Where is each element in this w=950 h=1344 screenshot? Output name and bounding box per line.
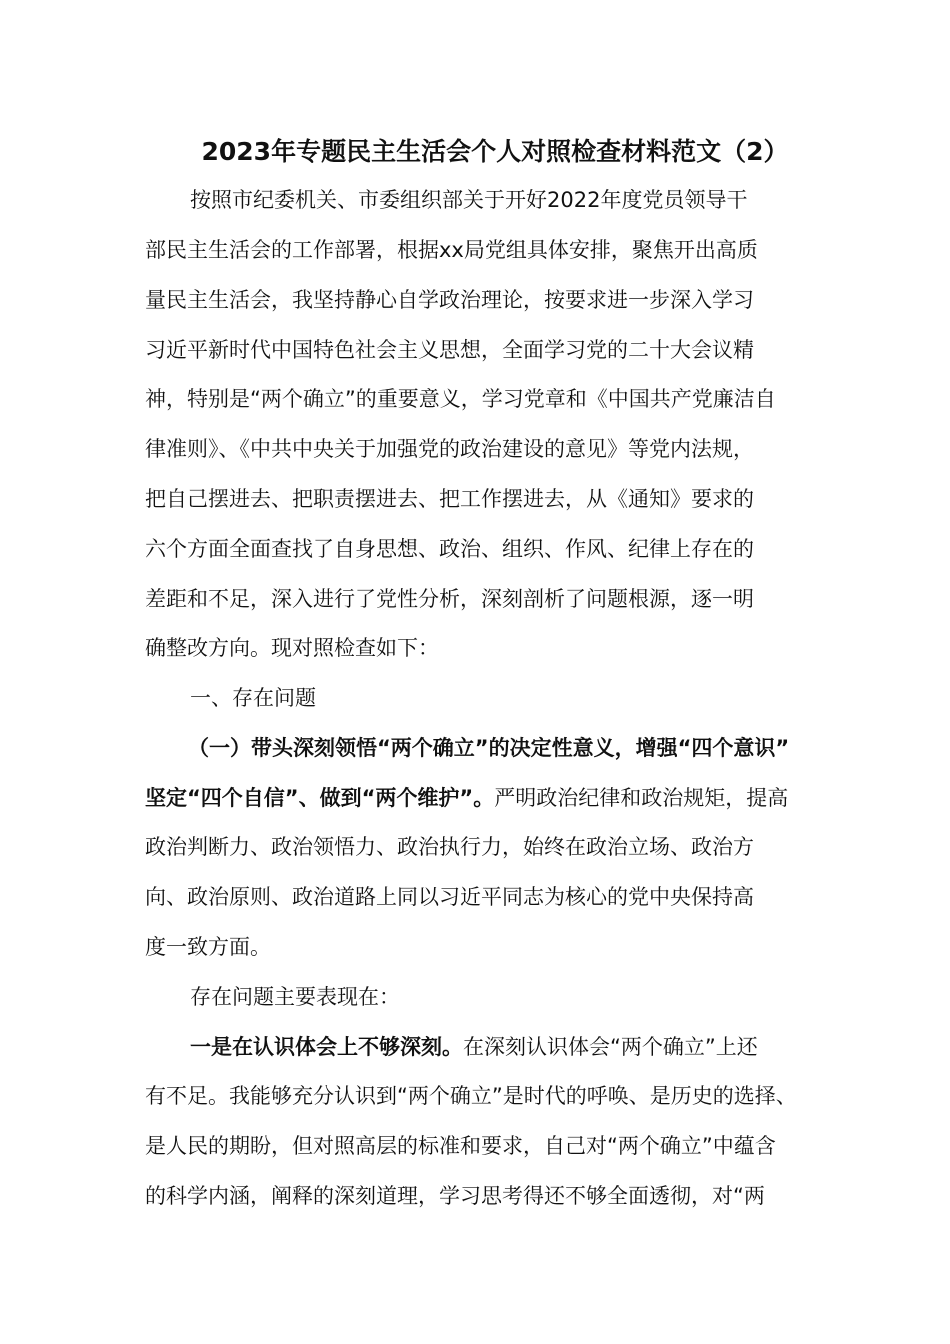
paragraph-line: 确整改方向。现对照检查如下： (145, 636, 439, 660)
paragraph-line: 神，特别是“两个确立”的重要意义，学习党章和《中国共产党廉洁自 (145, 387, 776, 411)
point-heading: 一是在认识体会上不够深刻。 (190, 1035, 463, 1059)
paragraph-line: 部民主生活会的工作部署，根据xx局党组具体安排，聚焦开出高质 (145, 238, 758, 262)
paragraph-line (145, 783, 788, 813)
subsection-heading-end: 坚定“四个自信”、做到“两个维护”。 (145, 786, 495, 810)
document-title: 2023年专题民主生活会个人对照检查材料范文（2） (201, 137, 789, 166)
paragraph-line: 是人民的期盼，但对照高层的标准和要求，自己对“两个确立”中蕴含 (145, 1134, 776, 1158)
paragraph-line (190, 1032, 758, 1062)
paragraph-line: 的科学内涵，阐释的深刻道理，学习思考得还不够全面透彻，对“两 (145, 1184, 765, 1208)
paragraph-line: 律准则》、《中共中央关于加强党的政治建设的意见》等党内法规， (145, 437, 754, 461)
paragraph-line: 向、政治原则、政治道路上同以习近平同志为核心的党中央保持高 (145, 885, 754, 909)
paragraph-text: 严明政治纪律和政治规矩，提高 (494, 786, 789, 810)
paragraph-line: 六个方面全面查找了自身思想、政治、组织、作风、纪律上存在的 (145, 537, 754, 561)
paragraph-line: 度一致方面。 (145, 935, 271, 959)
paragraph-line: 政治判断力、政治领悟力、政治执行力，始终在政治立场、政治方 (145, 835, 754, 859)
paragraph-text: 在深刻认识体会“两个确立”上还 (463, 1035, 758, 1059)
paragraph-line: 把自己摆进去、把职责摆进去、把工作摆进去，从《通知》要求的 (145, 487, 754, 511)
paragraph-line: 有不足。我能够充分认识到“两个确立”是时代的呼唤、是历史的选择、 (145, 1084, 797, 1108)
paragraph-line: 按照市纪委机关、市委组织部关于开好2022年度党员领导干 (190, 188, 748, 212)
paragraph-line: 习近平新时代中国特色社会主义思想，全面学习党的二十大会议精 (145, 338, 754, 362)
paragraph-line: 存在问题主要表现在： (190, 985, 400, 1009)
paragraph-line: 差距和不足，深入进行了党性分析，深刻剖析了问题根源，逐一明 (145, 587, 754, 611)
paragraph-line: 量民主生活会，我坚持静心自学政治理论，按要求进一步深入学习 (145, 288, 754, 312)
section-heading: 一、存在问题 (190, 686, 316, 710)
subsection-heading: （一）带头深刻领悟“两个确立”的决定性意义，增强“四个意识” (188, 736, 790, 760)
